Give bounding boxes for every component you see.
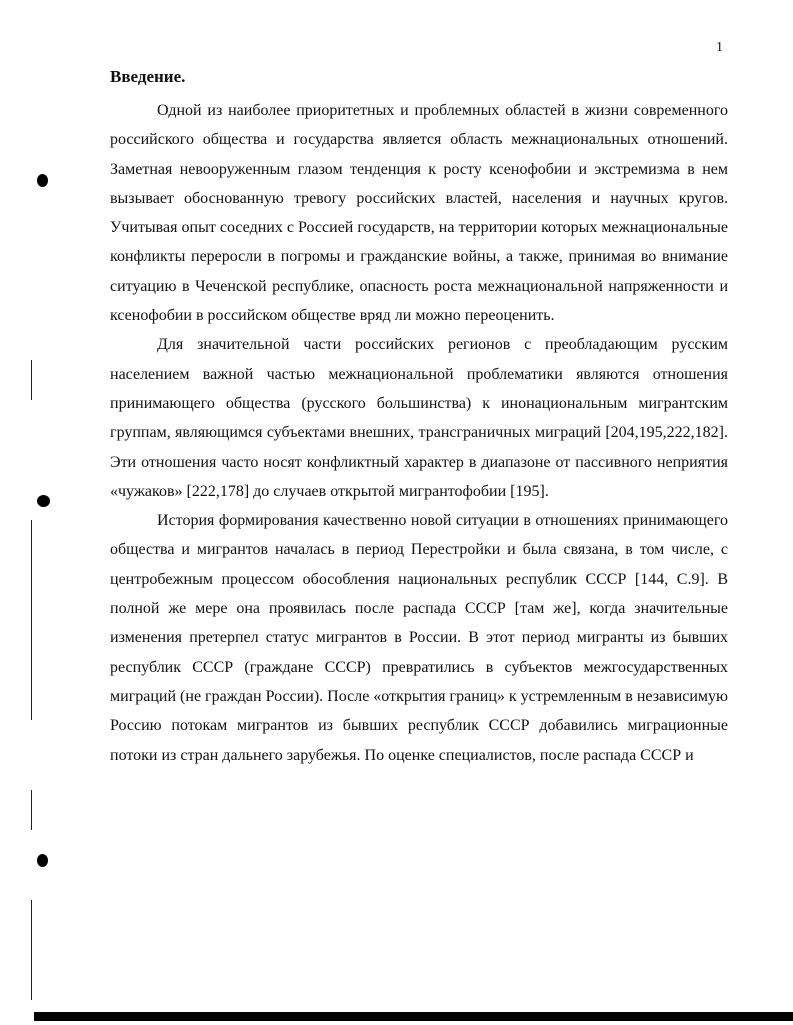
scan-hole-mark bbox=[37, 174, 48, 187]
body-text bbox=[110, 96, 728, 770]
section-heading: Введение. bbox=[110, 67, 186, 86]
scan-edge-line bbox=[31, 900, 32, 1000]
scan-edge-line bbox=[31, 520, 32, 720]
page-number: 1 bbox=[716, 40, 723, 55]
scan-edge-line bbox=[31, 790, 32, 830]
scan-edge-line bbox=[31, 360, 32, 400]
scan-bottom-edge bbox=[34, 1012, 793, 1021]
paragraph-2: Для значительной части российских регионов с преобладающим русским населением важной частью межнациональной проблематики являются отношения принимающего общества (русского большинства) к инонациональным мигрантским группам, являющимся субъектами внешних, трансграничных миграций [204,195,222,182]. Эти отношения часто носят конфликтный характер в диапазоне от пассивного неприятия «чужаков» [222,178] до случаев открытой мигрантофобии [195]. bbox=[110, 336, 728, 500]
paragraph-3: История формирования качественно новой ситуации в отношениях принимающего общества и мигрантов началась в период Перестройки и была связана, в том числе, с центробежным процессом обособления национальных республик СССР [144, С.9]. В полной же мере она проявилась после распада СССР [там же], когда значительные изменения претерпел статус мигрантов в России. В этот период мигранты из бывших республик СССР (граждане СССР) превратились в субъектов межгосударственных миграций (не граждан России). После «открытия границ» к устремленным в независимую Россию потокам мигрантов из бывших республик СССР добавились миграционные потоки из стран дальнего зарубежья. По оценке специалистов, после распада СССР и bbox=[110, 512, 728, 764]
scan-hole-mark bbox=[37, 854, 48, 867]
scan-hole-mark bbox=[37, 495, 50, 507]
paragraph-1: Одной из наиболее приоритетных и проблемных областей в жизни современного российского общества и государства является область межнациональных отношений. Заметная невооруженным глазом тенденция к росту ксенофобии и экстремизма в нем вызывает обоснованную тревогу российских властей, населения и научных кругов. Учитывая опыт соседних с Россией государств, на территории которых межнациональные конфликты переросли в погромы и гражданские войны, а также, принимая во внимание ситуацию в Чеченской республике, опасность роста межнациональной напряженности и ксенофобии в российском обществе вряд ли можно переоценить. bbox=[110, 102, 728, 325]
